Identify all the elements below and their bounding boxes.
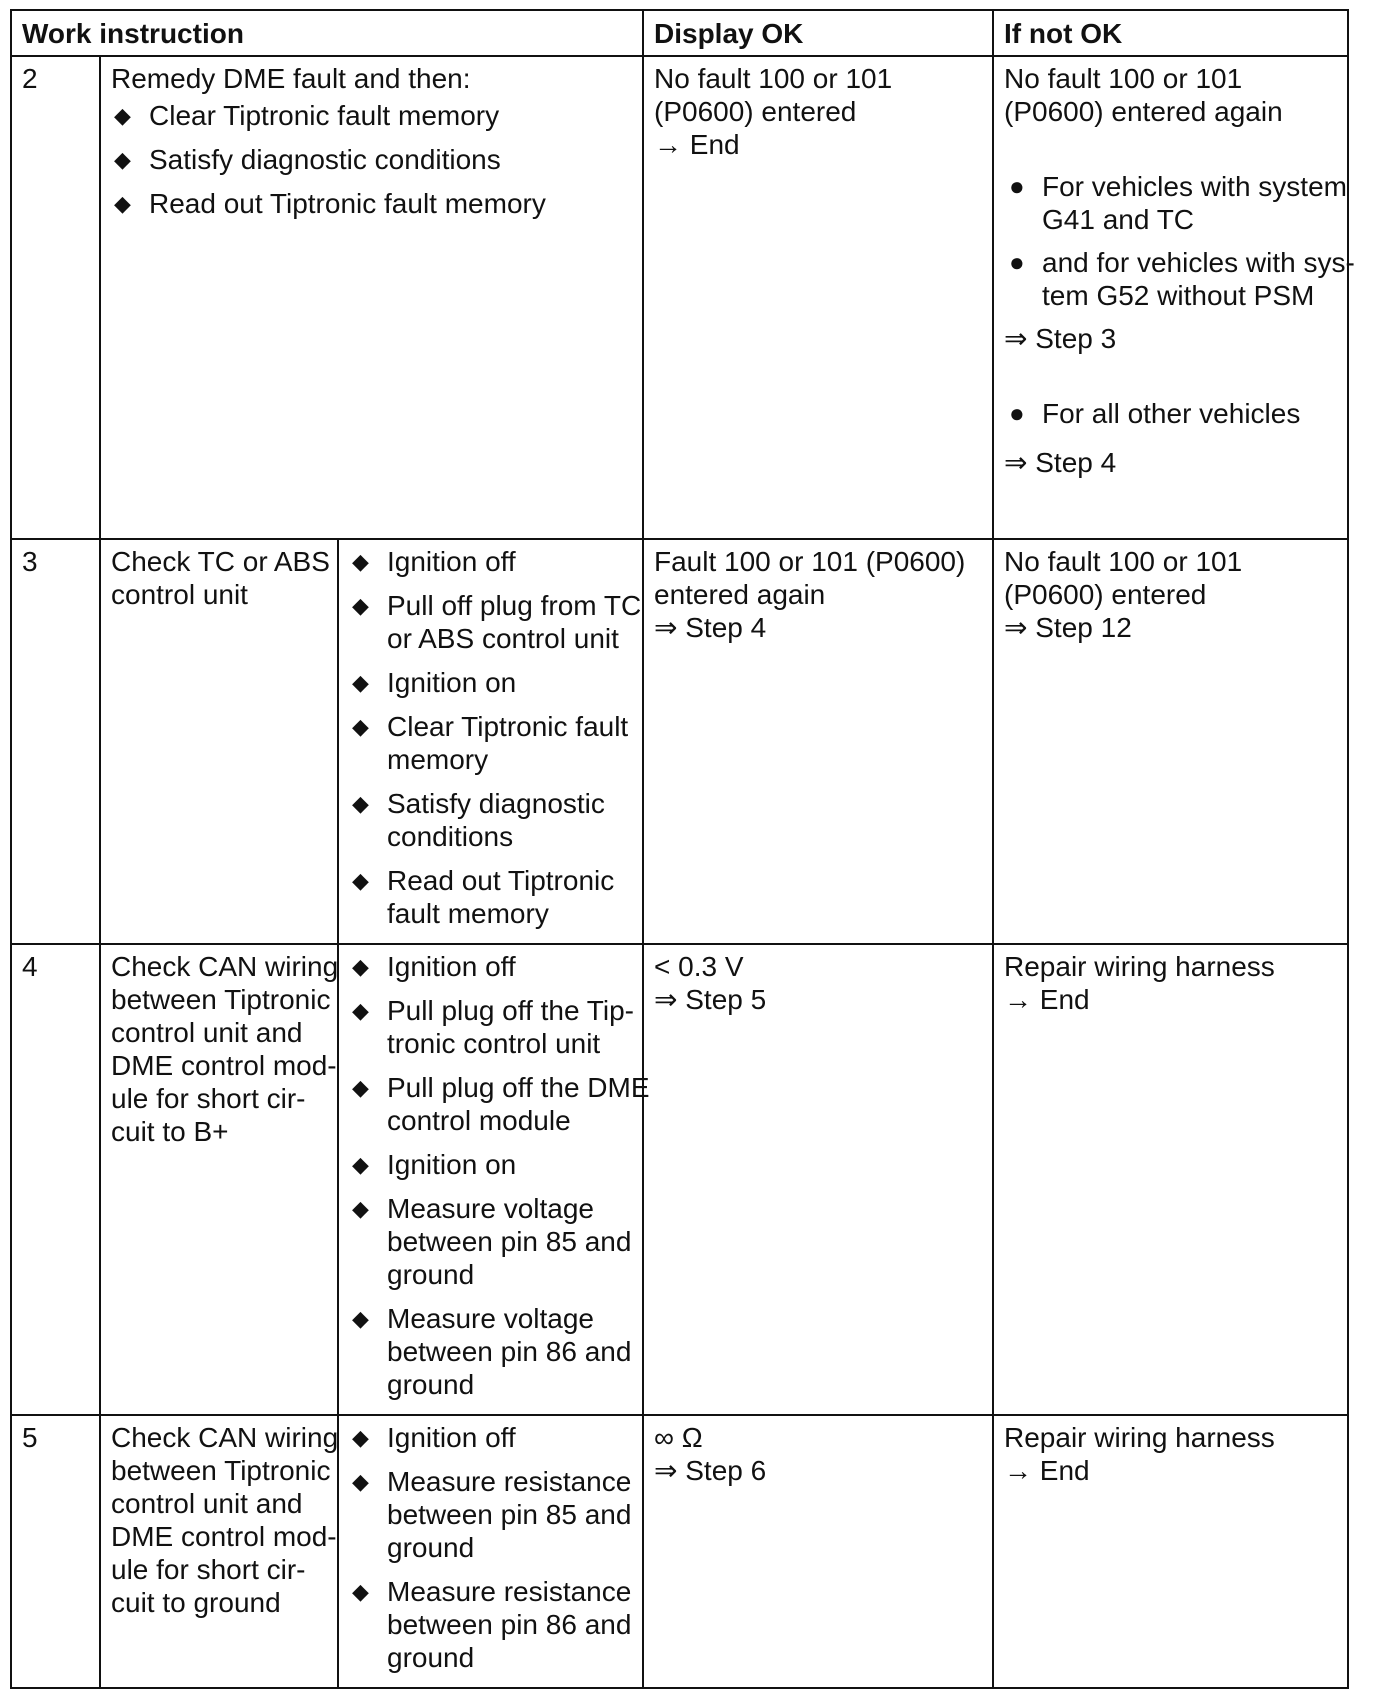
header-display-ok: Display OK	[643, 10, 993, 56]
diamond-bullet-icon: ◆	[352, 1075, 369, 1100]
instruction-cell: Check CAN wiring between Tiptronic control unit and DME control mod- ule for short cir- cuit to ground	[100, 1415, 338, 1688]
diamond-bullet-icon: ◆	[352, 998, 369, 1023]
diamond-bullet-icon: ◆	[352, 714, 369, 739]
table-row	[11, 1415, 1348, 1688]
header-work-instruction: Work instruction	[11, 10, 643, 56]
if-not-ok-cell: No fault 100 or 101 (P0600) entered again ● For vehicles with system G41 and TC ● and for vehicles with sys- tem G52 without PSM ⇒ Step 3 ● For all other vehicles ⇒ Step 4	[993, 56, 1348, 539]
action-list	[349, 950, 650, 1401]
action-cell	[338, 539, 643, 944]
display-ok-cell: Fault 100 or 101 (P0600) entered again ⇒ Step 4	[643, 539, 993, 944]
diamond-bullet-icon: ◆	[114, 103, 131, 128]
diamond-bullet-icon: ◆	[352, 1579, 369, 1604]
condition-list	[1004, 170, 1355, 312]
display-ok-cell: ∞ Ω ⇒ Step 6	[643, 1415, 993, 1688]
step-number: 4	[11, 944, 100, 1415]
if-not-ok-cell: No fault 100 or 101 (P0600) entered ⇒ Step 12	[993, 539, 1348, 944]
list-item: ◆ Read out Tiptronic fault memory	[114, 188, 546, 219]
diamond-bullet-icon: ◆	[352, 1469, 369, 1494]
diamond-bullet-icon: ◆	[114, 191, 131, 216]
list-item: ◆ Ignition off	[352, 951, 516, 982]
list-item: ◆ Measure resistance between pin 86 and ground	[352, 1576, 632, 1673]
diamond-bullet-icon: ◆	[352, 549, 369, 574]
list-item: ◆ Clear Tiptronic fault memory	[114, 100, 500, 131]
if-not-ok-cell: Repair wiring harness → End	[993, 1415, 1348, 1688]
list-item: ◆ Ignition on	[352, 1149, 517, 1180]
diamond-bullet-icon: ◆	[352, 670, 369, 695]
dot-bullet-icon: ●	[1009, 398, 1025, 428]
list-item: ◆ Clear Tiptronic fault memory	[352, 711, 629, 775]
diamond-bullet-icon: ◆	[352, 1306, 369, 1331]
display-ok-cell: No fault 100 or 101 (P0600) entered → End	[643, 56, 993, 539]
header-row	[11, 10, 1348, 56]
work-instruction-table	[10, 9, 1355, 1689]
instruction-cell: Check TC or ABS control unit	[100, 539, 338, 944]
diamond-bullet-icon: ◆	[352, 1152, 369, 1177]
instruction-intro: Remedy DME fault and then:	[111, 63, 471, 94]
step-number: 2	[11, 56, 100, 539]
diamond-bullet-icon: ◆	[352, 791, 369, 816]
list-item: ◆ Ignition off	[352, 1422, 516, 1453]
list-item: ◆ Pull off plug from TC or ABS control unit	[352, 590, 642, 654]
list-item: ◆ Pull plug off the DME control module	[352, 1072, 650, 1136]
if-not-ok-cell: Repair wiring harness → End	[993, 944, 1348, 1415]
table-row	[11, 944, 1348, 1415]
diamond-bullet-icon: ◆	[352, 868, 369, 893]
header-if-not-ok: If not OK	[993, 10, 1348, 56]
list-item: ● For vehicles with system G41 and TC	[1009, 171, 1347, 235]
action-cell	[338, 1415, 643, 1688]
list-item: ◆ Read out Tiptronic fault memory	[352, 865, 615, 929]
action-list	[349, 545, 642, 930]
list-item: ● and for vehicles with sys- tem G52 without PSM	[1009, 247, 1355, 311]
diamond-bullet-icon: ◆	[352, 593, 369, 618]
list-item: ◆ Satisfy diagnostic conditions	[114, 144, 501, 175]
step-number: 5	[11, 1415, 100, 1688]
instruction-cell: Check CAN wiring between Tiptronic control unit and DME control mod- ule for short cir- cuit to B+	[100, 944, 338, 1415]
diamond-bullet-icon: ◆	[114, 147, 131, 172]
condition-list	[1004, 397, 1337, 430]
list-item: ● For all other vehicles	[1009, 398, 1301, 429]
list-item: ◆ Measure resistance between pin 85 and ground	[352, 1466, 632, 1563]
instruction-cell	[100, 56, 643, 539]
diamond-bullet-icon: ◆	[352, 1196, 369, 1221]
dot-bullet-icon: ●	[1009, 247, 1025, 277]
action-cell	[338, 944, 650, 1415]
list-item: ◆ Measure voltage between pin 85 and ground	[352, 1193, 632, 1290]
list-item: ◆ Ignition on	[352, 667, 517, 698]
diamond-bullet-icon: ◆	[352, 954, 369, 979]
display-ok-cell: < 0.3 V ⇒ Step 5	[643, 944, 993, 1415]
dot-bullet-icon: ●	[1009, 171, 1025, 201]
list-item: ◆ Pull plug off the Tip- tronic control unit	[352, 995, 634, 1059]
goto-step: ⇒ Step 3	[1004, 323, 1117, 354]
action-list	[111, 99, 632, 220]
table-row	[11, 539, 1348, 944]
step-number: 3	[11, 539, 100, 944]
list-item: ◆ Ignition off	[352, 546, 516, 577]
list-item: ◆ Satisfy diagnostic conditions	[352, 788, 605, 852]
table-row	[11, 56, 1348, 539]
goto-step: ⇒ Step 4	[1004, 447, 1117, 478]
diamond-bullet-icon: ◆	[352, 1425, 369, 1450]
list-item: ◆ Measure voltage between pin 86 and ground	[352, 1303, 632, 1400]
action-list	[349, 1421, 632, 1674]
